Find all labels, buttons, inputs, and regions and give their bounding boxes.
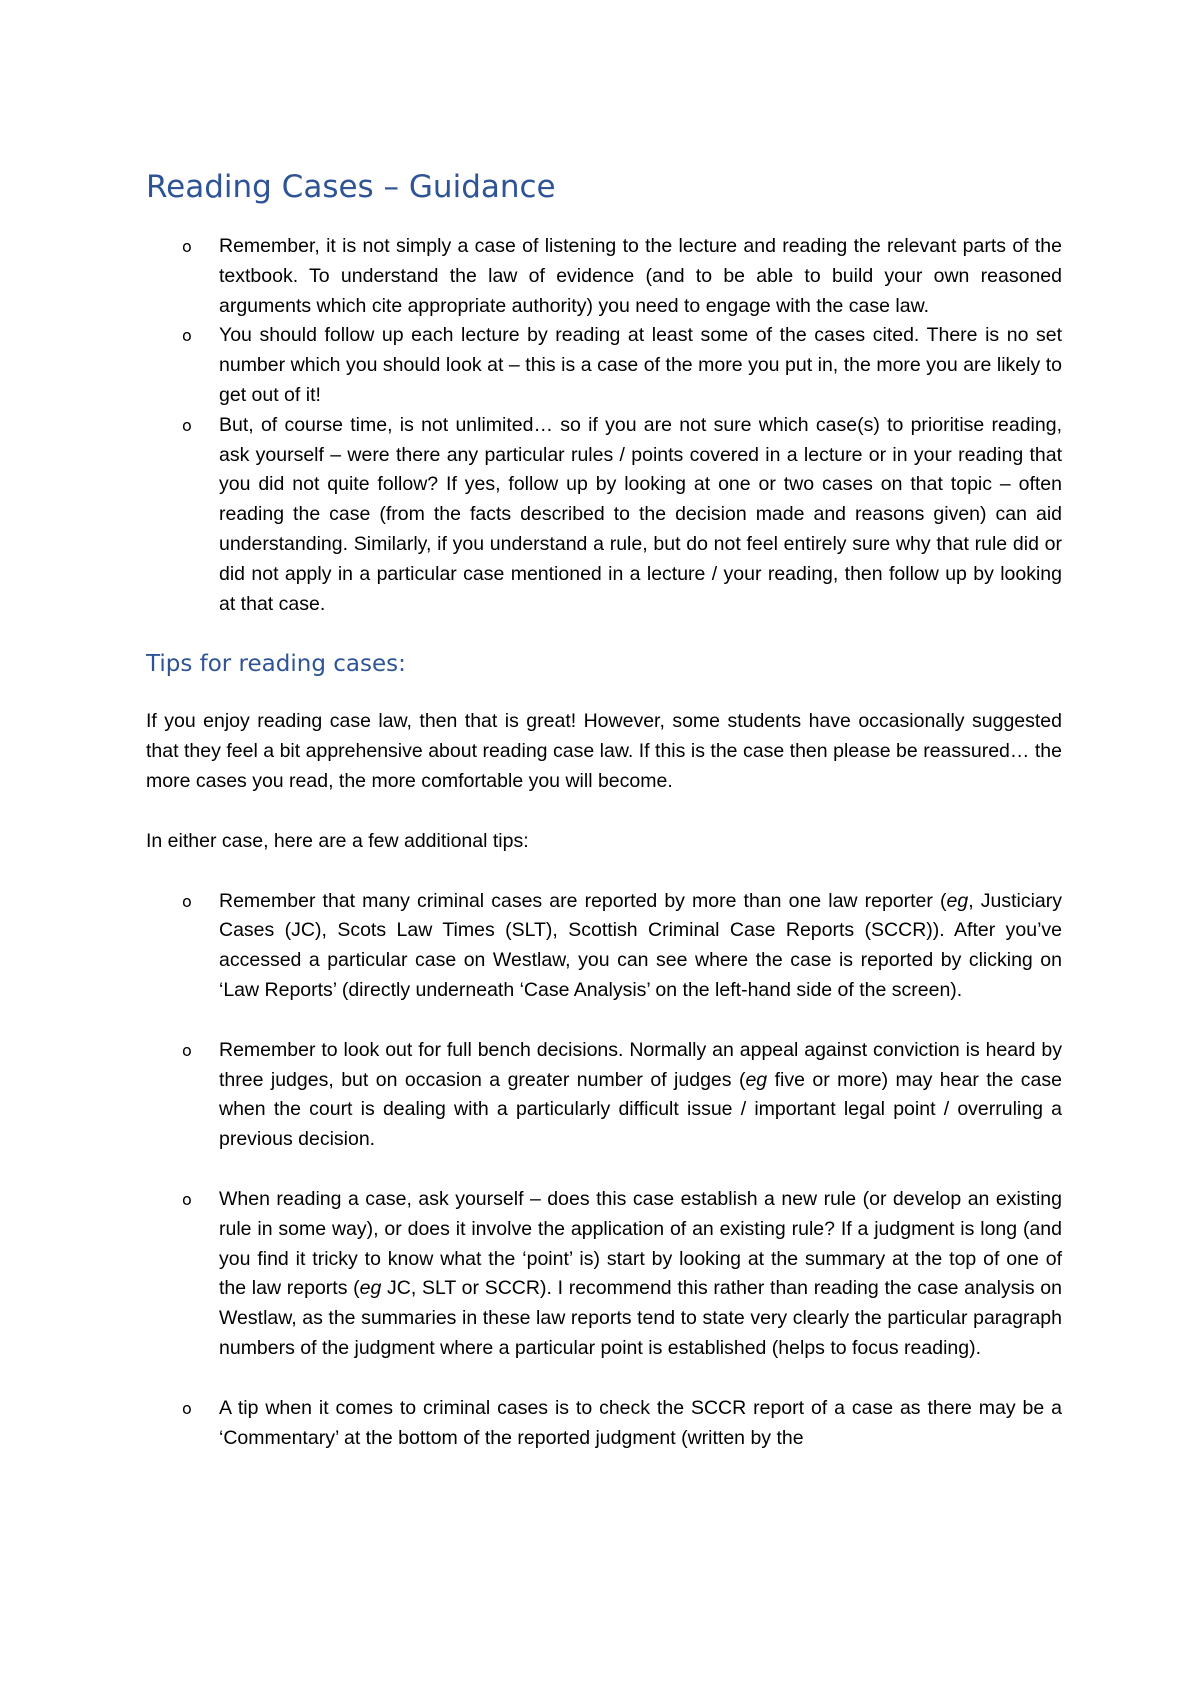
- list-item-text-a: A tip when it comes to criminal cases is to check the SCCR report of a case as there may be a ‘Commentary’ at the bottom of the reported judgment (written by the: [219, 1396, 1062, 1449]
- list-item-text-a: When reading a case, ask yourself – does this case establish a new rule (or develop an existing rule in some way), or does it involve the application of an existing rule? If a judgment is long (and you find it tricky to know what the ‘point’ is) start by looking at the summary at the top of one of the law reports (: [219, 1187, 1062, 1300]
- tips-list: [146, 887, 1062, 1454]
- list-item-emphasis: eg: [359, 1277, 382, 1300]
- bullet-marker: o: [182, 1398, 192, 1418]
- list-item-emphasis: eg: [745, 1068, 768, 1091]
- tips-lead-paragraph: In either case, here are a few additional tips:: [146, 829, 529, 852]
- tips-intro-paragraph: If you enjoy reading case law, then that is great! However, some students have occasionally suggested that they feel a bit apprehensive about reading case law. If this is the case then please be reassured… the more cases you read, the more comfortable you will become.: [146, 710, 1062, 792]
- document-page: [146, 168, 1062, 1483]
- bullet-marker: o: [182, 326, 192, 346]
- list-item-emphasis: eg: [946, 889, 969, 912]
- list-item: [146, 1185, 1062, 1364]
- bullet-marker: o: [182, 415, 192, 435]
- intro-list: [146, 232, 1062, 619]
- bullet-marker: o: [182, 891, 192, 911]
- list-item-text-b: JC, SLT or SCCR). I recommend this rather than reading the case analysis on Westlaw, as the summaries in these law reports tend to state very clearly the particular paragraph numbers of the judgment where a particular point is established (helps to focus reading).: [219, 1277, 1062, 1359]
- list-item-text: But, of course time, is not unlimited… so if you are not sure which case(s) to prioritise reading, ask yourself – were there any particular rules / points covered in a lecture or in your reading that you did not quite follow? If yes, follow up by looking at one or two cases on that topic – often reading the case (from the facts described to the decision made and reasons given) can aid understanding. Similarly, if you understand a rule, but do not feel entirely sure why that rule did or did not apply in a particular case mentioned in a lecture / your reading, then follow up by looking at that case.: [219, 413, 1062, 615]
- list-item-text-b: , Justiciary Cases (JC), Scots Law Times (SLT), Scottish Criminal Case Reports (SCCR)). After you’ve accessed a particular case on Westlaw, you can see where the case is reported by clicking on ‘Law Reports’ (directly underneath ‘Case Analysis’ on the left-hand side of the screen).: [219, 889, 1062, 1001]
- list-item-text-a: Remember to look out for full bench decisions. Normally an appeal against conviction is heard by three judges, but on occasion a greater number of judges (: [219, 1038, 1062, 1091]
- list-item: [146, 321, 1062, 410]
- list-item: [146, 1036, 1062, 1155]
- bullet-marker: o: [182, 1189, 192, 1209]
- list-item: [146, 887, 1062, 1006]
- list-item: [146, 232, 1062, 321]
- bullet-marker: o: [182, 1040, 192, 1060]
- list-item-text-a: Remember that many criminal cases are reported by more than one law reporter (: [219, 889, 947, 912]
- list-item-text-b: five or more) may hear the case when the court is dealing with a particularly difficult issue / important legal point / overruling a previous decision.: [219, 1068, 1062, 1151]
- bullet-marker: o: [182, 237, 192, 256]
- list-item-text: You should follow up each lecture by reading at least some of the cases cited. There is no set number which you should look at – this is a case of the more you put in, the more you are likely to get out of it!: [219, 324, 1062, 406]
- list-item: [146, 1394, 1062, 1454]
- section-heading-tips: Tips for reading cases:: [146, 651, 406, 678]
- list-item-text: Remember, it is not simply a case of listening to the lecture and reading the relevant parts of the textbook. To understand the law of evidence (and to be able to build your own reasoned arguments which cite appropriate authority) you need to engage with the case law.: [219, 235, 1062, 317]
- page-title: Reading Cases – Guidance: [146, 169, 556, 205]
- list-item: [146, 411, 1062, 620]
